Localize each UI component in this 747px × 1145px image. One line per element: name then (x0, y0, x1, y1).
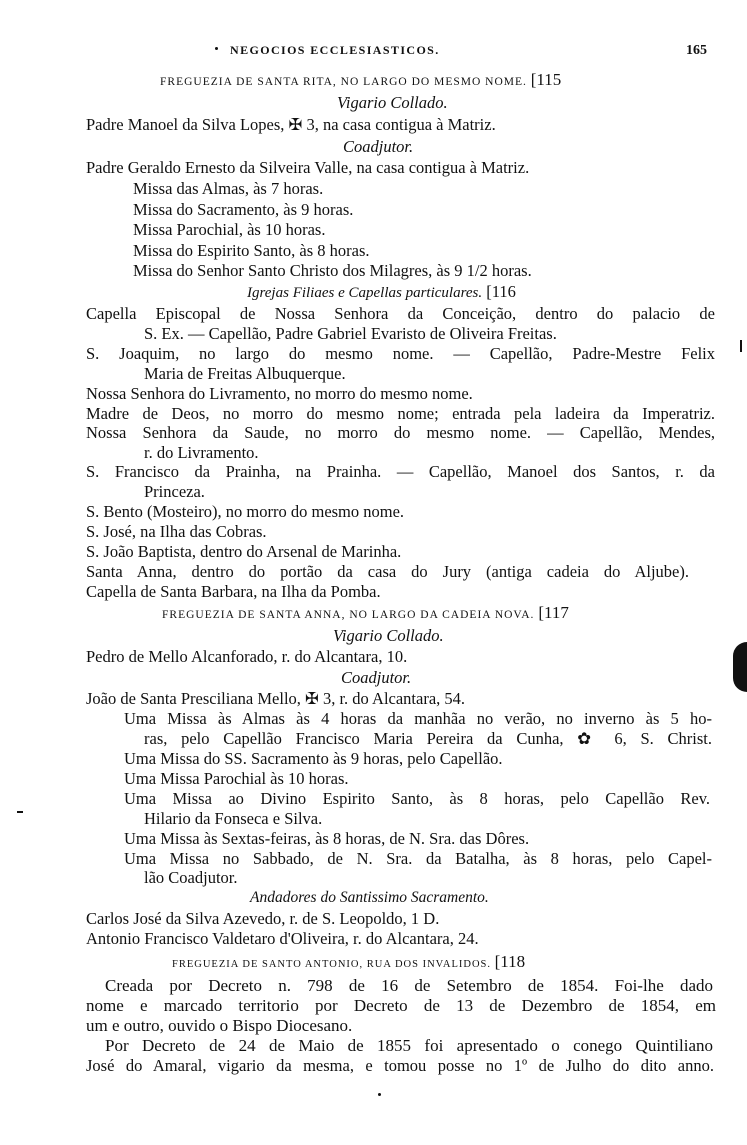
section-115-heading (160, 70, 561, 92)
capella-line: Princeza. (144, 482, 205, 501)
paragraph-line: nome e marcado territorio por Decreto de 13 de Dezembro de 1854, em (86, 996, 716, 1015)
missa-item: Missa do Sacramento, às 9 horas. (133, 200, 354, 219)
running-title: NEGOCIOS ECCLESIASTICOS. (230, 43, 440, 57)
coadjutor-name: João de Santa Presciliana Mello, ✠ 3, r. do Alcantara, 54. (86, 689, 466, 708)
capella-line: S. Francisco da Prainha, na Prainha. — Capellão, Manoel dos Santos, r. da (86, 462, 715, 481)
capella-line: Capella Episcopal de Nossa Senhora da Conceição, dentro do palacio de (86, 304, 715, 323)
missa-item: Missa das Almas, às 7 horas. (133, 179, 324, 198)
missa-line: Uma Missa do SS. Sacramento às 9 horas, pelo Capellão. (124, 749, 503, 768)
capella-line: Madre de Deos, no morro do mesmo nome; entrada pela ladeira da Imperatriz. (86, 404, 715, 423)
missa-item: Missa do Espirito Santo, às 8 horas. (133, 241, 370, 260)
coadjutor-name: Padre Geraldo Ernesto da Silveira Valle, na casa contigua à Matriz. (86, 158, 530, 177)
paragraph-line: Creada por Decreto n. 798 de 16 de Setembro de 1854. Foi-lhe dado (105, 976, 713, 995)
section-115-title: FREGUEZIA DE SANTA RITA, NO LARGO DO MESMO NOME. (160, 76, 527, 88)
vigario-title: Vigario Collado. (333, 626, 444, 645)
capella-line: S. José, na Ilha das Cobras. (86, 522, 267, 541)
capella-line: S. Joaquim, no largo do mesmo nome. — Capellão, Padre-Mestre Felix (86, 344, 715, 363)
ink-speck (17, 811, 23, 813)
missa-line: Uma Missa ao Divino Espirito Santo, às 8 horas, pelo Capellão Rev. (124, 789, 710, 808)
ink-speck (215, 47, 218, 50)
page-number: 165 (686, 43, 707, 58)
missa-line: ras, pelo Capellão Francisco Maria Pereira da Cunha, ✿ 6, S. Christ. (144, 729, 712, 748)
section-116-ref: [116 (486, 282, 516, 301)
paragraph-line: um e outro, ouvido o Bispo Diocesano. (86, 1016, 353, 1035)
vigario-name: Pedro de Mello Alcanforado, r. do Alcantara, 10. (86, 647, 408, 666)
capella-line: Capella de Santa Barbara, na Ilha da Pomba. (86, 582, 381, 601)
vigario-title: Vigario Collado. (337, 93, 448, 112)
missa-line: Uma Missa no Sabbado, de N. Sra. da Batalha, às 8 horas, pelo Capel- (124, 849, 712, 868)
paragraph-line: José do Amaral, vigario da mesma, e tomou posse no 1º de Julho do dito anno. (86, 1056, 714, 1075)
missa-line: lão Coadjutor. (144, 868, 238, 887)
section-115-ref: [115 (530, 70, 562, 89)
section-118-heading (172, 952, 525, 975)
capella-line: Santa Anna, dentro do portão da casa do Jury (antiga cadeia do Aljube). (86, 562, 689, 581)
section-116-title: Igrejas Filiaes e Capellas particulares. (247, 285, 483, 301)
section-118-ref: [118 (494, 952, 526, 971)
section-117-title: FREGUEZIA DE SANTA ANNA, NO LARGO DA CADEIA NOVA. (162, 609, 535, 621)
capella-line: S. Bento (Mosteiro), no morro do mesmo nome. (86, 502, 405, 521)
ink-speck (740, 340, 742, 352)
capella-line: r. do Livramento. (144, 443, 259, 462)
section-118-title: FREGUEZIA DE SANTO ANTONIO, RUA DOS INVALIDOS. (172, 959, 492, 970)
capella-line: Maria de Freitas Albuquerque. (144, 364, 346, 383)
capella-line: Nossa Senhora da Saude, no morro do mesmo nome. — Capellão, Mendes, (86, 423, 715, 442)
capella-line: S. Ex. — Capellão, Padre Gabriel Evaristo de Oliveira Freitas. (144, 324, 557, 343)
capella-line: Nossa Senhora do Livramento, no morro do mesmo nome. (86, 384, 473, 403)
ink-blot (733, 642, 747, 692)
missa-item: Missa do Senhor Santo Christo dos Milagres, às 9 1/2 horas. (133, 261, 532, 280)
andador-item: Antonio Francisco Valdetaro d'Oliveira, r. do Alcantara, 24. (86, 929, 479, 948)
missa-line: Uma Missa às Sextas-feiras, às 8 horas, de N. Sra. das Dôres. (124, 829, 530, 848)
missa-line: Uma Missa Parochial às 10 horas. (124, 769, 349, 788)
ink-speck (378, 1093, 381, 1096)
missa-line: Uma Missa às Almas às 4 horas da manhãa no verão, no inverno às 5 ho- (124, 709, 712, 728)
capella-line: S. João Baptista, dentro do Arsenal de Marinha. (86, 542, 402, 561)
andador-item: Carlos José da Silva Azevedo, r. de S. Leopoldo, 1 D. (86, 909, 440, 928)
missa-line: Hilario da Fonseca e Silva. (144, 809, 323, 828)
vigario-name: Padre Manoel da Silva Lopes, ✠ 3, na casa contigua à Matriz. (86, 115, 496, 134)
andadores-title: Andadores do Santissimo Sacramento. (250, 889, 489, 906)
coadjutor-title: Coadjutor. (343, 137, 414, 156)
section-117-heading (162, 603, 569, 625)
missa-item: Missa Parochial, às 10 horas. (133, 220, 326, 239)
paragraph-line: Por Decreto de 24 de Maio de 1855 foi apresentado o conego Quintiliano (105, 1036, 713, 1055)
coadjutor-title: Coadjutor. (341, 668, 412, 687)
section-117-ref: [117 (538, 603, 569, 622)
section-116-heading (247, 282, 516, 303)
